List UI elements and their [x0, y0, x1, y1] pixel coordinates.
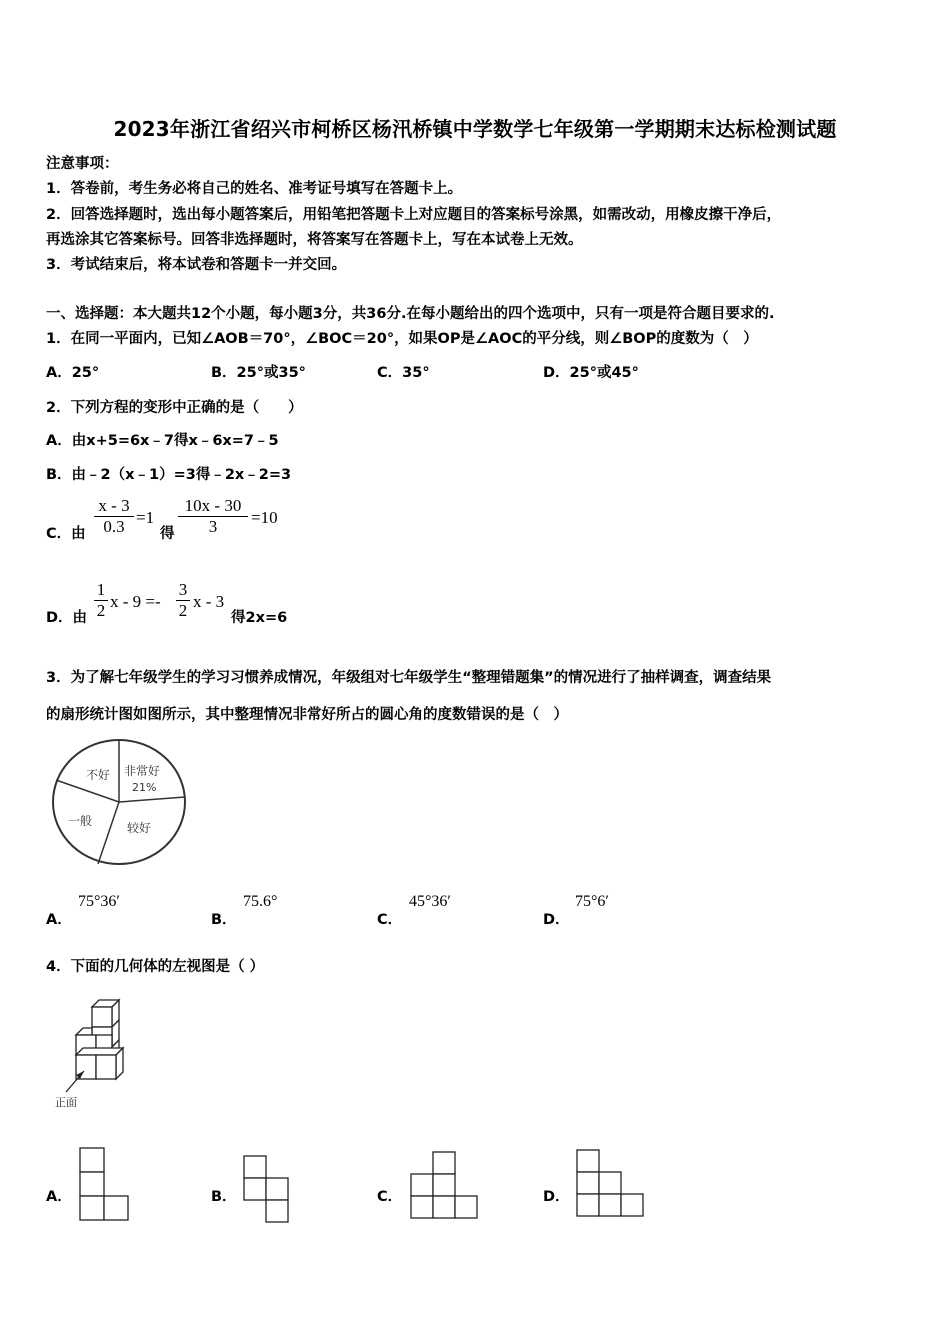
- pie-label-great: 非常好: [124, 764, 161, 778]
- q1-option-c: C．35°: [377, 365, 430, 381]
- fraction-denominator: 2: [176, 600, 190, 621]
- q1-option-d: D．25°或45°: [543, 365, 639, 381]
- q2-d-fraction-1: [94, 580, 108, 621]
- q4-option-b-view: [243, 1155, 291, 1223]
- view-square: [80, 1172, 104, 1196]
- view-square: [433, 1174, 455, 1196]
- view-square: [621, 1194, 643, 1216]
- q2-d-suffix: 得2x=6: [231, 610, 288, 626]
- q2-c-equals-2: =10: [251, 508, 278, 527]
- q4-option-c-view: [410, 1151, 480, 1221]
- view-square: [577, 1194, 599, 1216]
- q2-stem: 2．下列方程的变形中正确的是（ ）: [46, 400, 303, 416]
- q1-option-b: B．25°或35°: [211, 365, 306, 381]
- view-square: [433, 1196, 455, 1218]
- q3-option-c-value: 45°36′: [409, 893, 451, 910]
- fraction-denominator: 2: [94, 600, 108, 621]
- q2-c-fraction-1: [94, 496, 134, 537]
- view-square: [266, 1200, 288, 1222]
- q2-option-a: A．由x+5=6x﹣7得x﹣6x=7﹣5: [46, 433, 279, 449]
- notice-item-1: 1．答卷前，考生务必将自己的姓名、准考证号填写在答题卡上。: [46, 181, 463, 197]
- q4-option-a-view: [79, 1147, 131, 1221]
- q4-option-d-label: D．: [543, 1189, 570, 1205]
- q2-d-middle: x - 9 =-: [110, 592, 161, 611]
- q3-option-b-value: 75.6°: [243, 893, 278, 910]
- q4-option-b-label: B．: [211, 1189, 237, 1205]
- notice-item-3: 3．考试结束后，将本试卷和答题卡一并交回。: [46, 257, 347, 273]
- pie-label-good: 较好: [127, 821, 152, 835]
- view-square: [80, 1196, 104, 1220]
- fraction-denominator: 0.3: [94, 516, 134, 537]
- q4-option-d-view: [576, 1149, 646, 1221]
- pie-label-ok: 一般: [68, 814, 93, 828]
- view-square: [433, 1152, 455, 1174]
- q3-option-a-label: A．: [46, 912, 72, 928]
- q3-stem-2: 的扇形统计图如图所示，其中整理情况非常好所占的圆心角的度数错误的是（ ）: [46, 707, 568, 723]
- q3-option-b-label: B．: [211, 912, 237, 928]
- q4-option-c-label: C．: [377, 1189, 403, 1205]
- q3-option-a-value: 75°36′: [78, 893, 120, 910]
- view-square: [599, 1194, 621, 1216]
- q4-option-a-label: A．: [46, 1189, 72, 1205]
- q2-c-mid: 得: [160, 526, 175, 542]
- q4-stem: 4．下面的几何体的左视图是（ ）: [46, 959, 265, 975]
- q3-option-d-value: 75°6′: [575, 893, 609, 910]
- fraction-numerator: x - 3: [98, 496, 130, 515]
- fraction-denominator: 3: [178, 516, 248, 537]
- q2-option-d-prefix: D．由: [46, 610, 88, 626]
- view-square: [244, 1156, 266, 1178]
- section-heading: 一、选择题：本大题共12个小题，每小题3分，共36分.在每小题给出的四个选项中，只有一项是符合题目要求的.: [46, 306, 775, 322]
- q3-option-d-label: D．: [543, 912, 570, 928]
- notice-heading: 注意事项：: [46, 156, 119, 172]
- q3-option-c-label: C．: [377, 912, 403, 928]
- notice-item-2b: 再选涂其它答案标号。回答非选择题时，将答案写在答题卡上，写在本试卷上无效。: [46, 232, 583, 248]
- solid-figure: [52, 995, 132, 1110]
- view-square: [411, 1196, 433, 1218]
- fraction-numerator: 3: [178, 580, 188, 599]
- view-square: [244, 1178, 266, 1200]
- cube-face: [76, 1028, 92, 1035]
- fraction-numerator: 1: [96, 580, 106, 599]
- front-label: 正面: [55, 1096, 77, 1109]
- q2-option-b: B．由﹣2（x﹣1）=3得﹣2x﹣2=3: [46, 467, 292, 483]
- pie-chart-figure: [48, 735, 190, 869]
- q2-option-c-prefix: C．由: [46, 526, 86, 542]
- page-title: 2023年浙江省绍兴市柯桥区杨汛桥镇中学数学七年级第一学期期末达标检测试题: [113, 117, 837, 141]
- fraction-numerator: 10x - 30: [184, 496, 242, 515]
- view-square: [411, 1174, 433, 1196]
- q3-stem-1: 3．为了解七年级学生的学习习惯养成情况，年级组对七年级学生“整理错题集”的情况进行了抽样调查，调查结果: [46, 670, 772, 686]
- q1-option-a: A．25°: [46, 365, 100, 381]
- view-square: [455, 1196, 477, 1218]
- view-square: [577, 1172, 599, 1194]
- q2-d-tail: x - 3: [193, 592, 225, 611]
- view-square: [599, 1172, 621, 1194]
- view-square: [577, 1150, 599, 1172]
- view-square: [266, 1178, 288, 1200]
- notice-item-2a: 2．回答选择题时，选出每小题答案后，用铅笔把答题卡上对应题目的答案标号涂黑，如需改动，用橡皮擦干净后，: [46, 207, 782, 223]
- q2-d-fraction-2: [176, 580, 190, 621]
- cube-face: [76, 1048, 123, 1055]
- pie-label-great-percent: 21%: [132, 781, 157, 794]
- pie-label-bad: 不好: [86, 768, 111, 782]
- q2-c-fraction-2: [178, 496, 248, 537]
- view-square: [104, 1196, 128, 1220]
- view-square: [80, 1148, 104, 1172]
- q2-c-equals-1: =1: [136, 508, 155, 527]
- cube-face: [92, 1007, 112, 1027]
- q1-stem: 1．在同一平面内，已知∠AOB＝70°，∠BOC＝20°，如果OP是∠AOC的平分线，则∠BOP的度数为（ ）: [46, 331, 758, 347]
- cube-face: [96, 1055, 116, 1079]
